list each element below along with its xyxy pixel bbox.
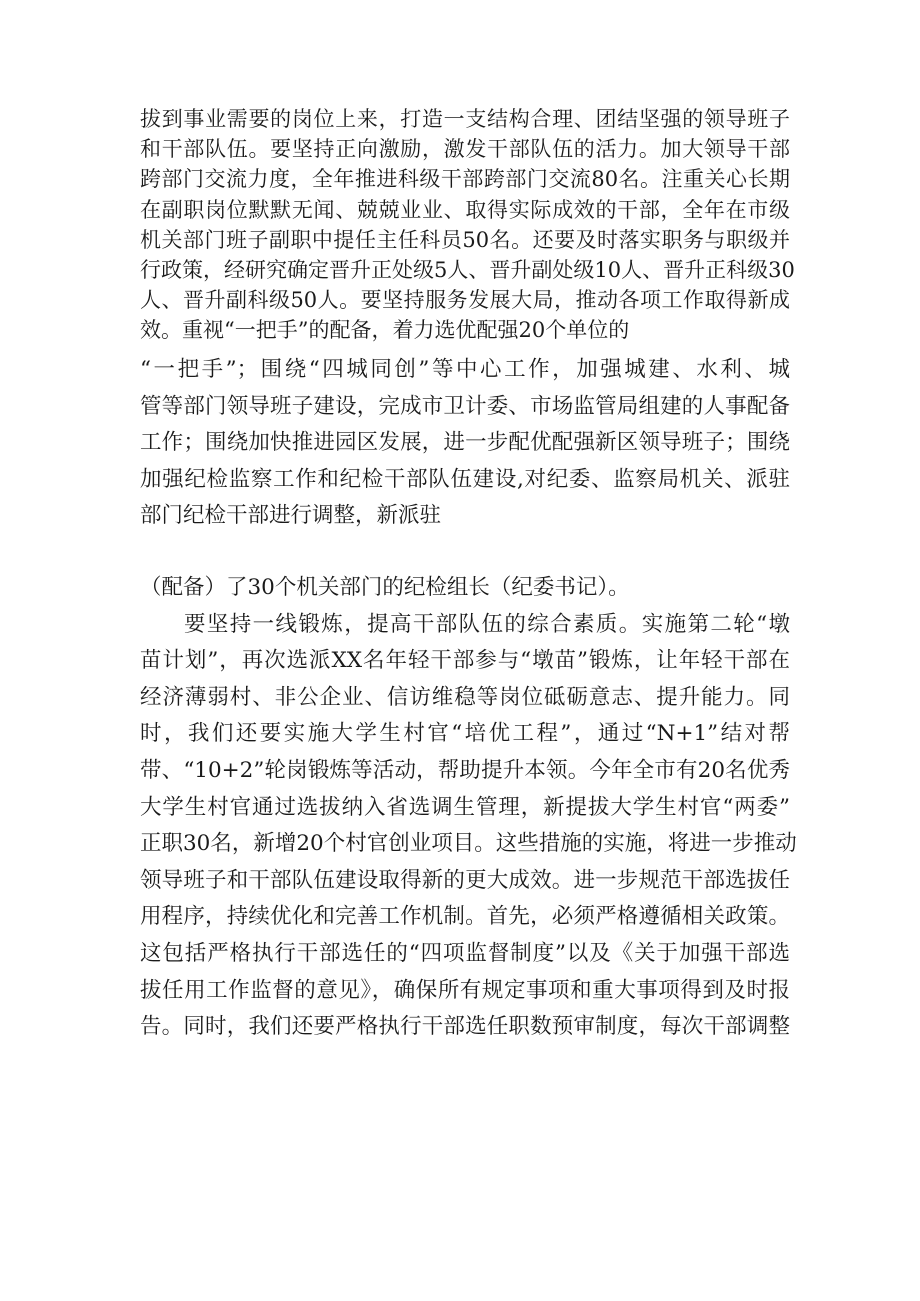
text-line: “一把手”；围绕“四城同创”等中心工作，加强城建、水利、城 <box>140 357 790 382</box>
text-line: 苗计划”，再次选派XX名年轻干部参与“墩苗”锻炼，让年轻干部在 <box>140 648 790 674</box>
text-line: 拔到事业需要的岗位上来，打造一支结构合理、团结坚强的领导班子 <box>140 107 790 131</box>
text-line: 加强纪检监察工作和纪检干部队伍建设,对纪委、监察局机关、派驻 <box>140 466 790 492</box>
text-line: 带、“10+2”轮岗锻炼等活动，帮助提升本领。今年全市有20名优秀 <box>140 757 790 783</box>
paragraph-block-1 <box>140 104 795 346</box>
paragraph-block-2 <box>140 352 790 535</box>
text-line: （配备）了30个机关部门的纪检组长（纪委书记）。 <box>140 575 630 600</box>
paragraph-block-3 <box>140 570 797 1046</box>
text-line: 工作；围绕加快推进园区发展，进一步配优配强新区领导班子；围绕 <box>140 430 790 456</box>
text-line: 要坚持一线锻炼，提高干部队伍的综合素质。实施第二轮“墩 <box>184 611 790 637</box>
text-line: 经济薄弱村、非公企业、信访维稳等岗位砥砺意志、提升能力。同 <box>140 684 790 710</box>
text-line: 大学生村官通过选拔纳入省选调生管理，新提拔大学生村官“两委” <box>140 794 790 820</box>
text-line: 这包括严格执行干部选任的“四项监督制度”以及《关于加强干部选 <box>140 940 790 966</box>
text-line: 用程序，持续优化和完善工作机制。首先，必须严格遵循相关政策。 <box>140 904 790 930</box>
text-line: 拔任用工作监督的意见》，确保所有规定事项和重大事项得到及时报 <box>140 977 790 1003</box>
text-line: 领导班子和干部队伍建设取得新的更大成效。进一步规范干部选拔任 <box>140 867 790 893</box>
text-line: 和干部队伍。要坚持正向激励，激发干部队伍的活力。加大领导干部 <box>140 137 790 162</box>
text-line: 部门纪检干部进行调整，新派驻 <box>140 503 442 529</box>
text-line: 跨部门交流力度，全年推进科级干部跨部门交流80名。注重关心长期 <box>140 167 790 192</box>
text-line: 机关部门班子副职中提任主任科员50名。还要及时落实职务与职级并 <box>140 227 790 252</box>
text-line: 行政策，经研究确定晋升正处级5人、晋升副处级10人、晋升正科级30 <box>140 258 795 283</box>
text-line: 效。重视“一把手”的配备，着力选优配强20个单位的 <box>140 318 630 343</box>
text-line: 时，我们还要实施大学生村官“培优工程”，通过“N+1”结对帮 <box>140 721 790 747</box>
text-line: 告。同时，我们还要严格执行干部选任职数预审制度，每次干部调整 <box>140 1014 790 1040</box>
text-line: 人、晋升副科级50人。要坚持服务发展大局，推动各项工作取得新成 <box>140 288 790 313</box>
text-line: 在副职岗位默默无闻、兢兢业业、取得实际成效的干部，全年在市级 <box>140 197 790 222</box>
text-line: 管等部门领导班子建设，完成市卫计委、市场监管局组建的人事配备 <box>140 393 790 419</box>
text-line: 正职30名，新增20个村官创业项目。这些措施的实施，将进一步推动 <box>140 831 797 857</box>
